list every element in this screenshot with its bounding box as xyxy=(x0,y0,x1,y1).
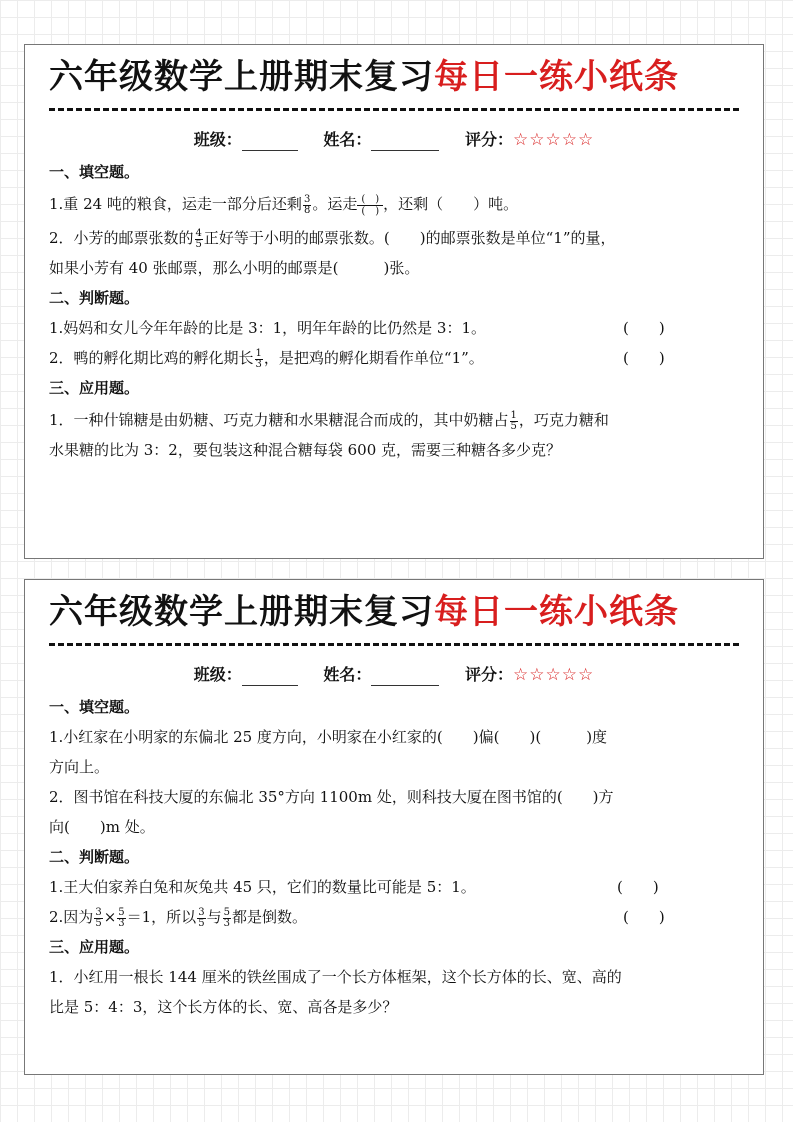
name-label: 姓名： xyxy=(323,665,372,684)
text: 与 xyxy=(206,908,222,926)
question-apply-1-cont: 水果糖的比为 3：2，要包装这种混合糖每袋 600 克，需要三种糖各多少克？ xyxy=(49,441,562,459)
name-field[interactable] xyxy=(371,665,439,686)
fraction xyxy=(223,908,231,929)
name-label: 姓名： xyxy=(323,130,372,149)
score-stars[interactable]: ☆☆☆☆☆ xyxy=(513,130,595,150)
score-label: 评分： xyxy=(464,665,513,684)
fraction-denominator: 3 xyxy=(255,358,262,370)
section-heading-judge: 二、判断题。 xyxy=(49,848,140,866)
text: 1.重 24 吨的粮食，运走一部分后还剩 xyxy=(49,195,302,213)
worksheet-card-2 xyxy=(24,579,764,1075)
question-judge-2 xyxy=(49,343,745,373)
text: 2．鸭的孵化期比鸡的孵化期长 xyxy=(49,349,254,367)
class-label: 班级： xyxy=(193,665,242,684)
question-fill-1-cont: 方向上。 xyxy=(49,758,110,776)
fraction-denominator: 3 xyxy=(118,917,125,929)
text: ，还剩（ ）吨。 xyxy=(383,195,519,213)
fraction xyxy=(117,908,125,929)
answer-parens[interactable]: ( ) xyxy=(623,908,665,926)
score-stars[interactable]: ☆☆☆☆☆ xyxy=(513,665,595,685)
blank-denominator: ( ) xyxy=(361,205,380,217)
question-apply-1: 1．小红用一根长 144 厘米的铁丝围成了一个长方体框架，这个长方体的长、宽、高的 xyxy=(49,968,622,986)
fraction-numerator: 3 xyxy=(198,906,205,918)
card-title xyxy=(49,588,679,636)
fraction xyxy=(510,411,518,432)
text: ，巧克力糖和 xyxy=(518,411,609,429)
class-label: 班级： xyxy=(193,130,242,149)
fraction-denominator: 5 xyxy=(195,238,202,250)
text: ，是把鸡的孵化期看作单位“1”。 xyxy=(263,349,484,367)
fraction-numerator: 5 xyxy=(223,906,230,918)
section-heading-apply: 三、应用题。 xyxy=(49,379,140,397)
section-heading-fill: 一、填空题。 xyxy=(49,163,140,181)
fraction-denominator: 5 xyxy=(198,917,205,929)
worksheet-card-1 xyxy=(24,44,764,559)
fraction xyxy=(195,229,203,250)
dashed-divider xyxy=(49,643,739,646)
fraction-numerator: 3 xyxy=(303,193,311,205)
question-judge-1 xyxy=(49,872,745,902)
blank-numerator: ( ) xyxy=(357,194,383,206)
fraction-denominator: 8 xyxy=(303,204,311,216)
questions xyxy=(49,692,745,1022)
question-apply-1-cont: 比是 5：4：3，这个长方体的长、宽、高各是多少？ xyxy=(49,998,398,1016)
question-apply-1 xyxy=(49,405,745,435)
fraction-numerator: 1 xyxy=(510,409,517,421)
fraction-denominator: 5 xyxy=(95,917,102,929)
student-info-row xyxy=(25,662,763,688)
fraction-numerator: 4 xyxy=(195,227,202,239)
fraction-numerator: 1 xyxy=(255,347,262,359)
answer-parens[interactable]: ( ) xyxy=(623,319,665,337)
text: 。运走 xyxy=(312,195,358,213)
student-info-row xyxy=(25,127,763,153)
section-heading-judge: 二、判断题。 xyxy=(49,289,140,307)
text: 2．小芳的邮票张数的 xyxy=(49,229,194,247)
question-fill-2-cont: 如果小芳有 40 张邮票，那么小明的邮票是( )张。 xyxy=(49,259,420,277)
fraction-denominator: 3 xyxy=(223,917,230,929)
class-field[interactable] xyxy=(242,130,298,151)
class-field[interactable] xyxy=(242,665,298,686)
answer-parens[interactable]: ( ) xyxy=(617,878,659,896)
section-heading-fill: 一、填空题。 xyxy=(49,698,140,716)
question-fill-1: 1.小红家在小明家的东偏北 25 度方向，小明家在小红家的( )偏( )( )度 xyxy=(49,728,608,746)
question-fill-2-cont: 向( )m 处。 xyxy=(49,818,155,836)
text: 1.妈妈和女儿今年年龄的比是 3：1，明年年龄的比仍然是 3：1。 xyxy=(49,319,487,337)
question-judge-1 xyxy=(49,313,745,343)
question-fill-2: 2．图书馆在科技大厦的东偏北 35°方向 1100m 处，则科技大厦在图书馆的( )方 xyxy=(49,788,614,806)
question-fill-2 xyxy=(49,223,745,253)
dashed-divider xyxy=(49,108,739,111)
text: 1．一种什锦糖是由奶糖、巧克力糖和水果糖混合而成的，其中奶糖占 xyxy=(49,411,509,429)
fraction-denominator: 5 xyxy=(510,420,517,432)
text: 2.因为 xyxy=(49,908,94,926)
fraction-numerator: 5 xyxy=(118,906,125,918)
blank-fraction[interactable] xyxy=(357,194,383,217)
title-highlight: 每日一练小纸条 xyxy=(434,592,679,632)
title-main: 六年级数学上册期末复习 xyxy=(49,592,434,632)
text: 1.王大伯家养白兔和灰兔共 45 只，它们的数量比可能是 5：1。 xyxy=(49,878,476,896)
fraction-numerator: 3 xyxy=(95,906,102,918)
question-fill-1 xyxy=(49,189,745,219)
fraction xyxy=(303,195,311,216)
fraction xyxy=(197,908,205,929)
question-judge-2 xyxy=(49,902,745,932)
score-label: 评分： xyxy=(464,130,513,149)
times-sign: × xyxy=(103,908,117,926)
card-title xyxy=(49,53,679,101)
name-field[interactable] xyxy=(371,130,439,151)
section-heading-apply: 三、应用题。 xyxy=(49,938,140,956)
questions xyxy=(49,157,745,465)
fraction xyxy=(255,349,263,370)
answer-parens[interactable]: ( ) xyxy=(623,349,665,367)
title-highlight: 每日一练小纸条 xyxy=(434,57,679,97)
text: ＝1，所以 xyxy=(126,908,197,926)
text: 都是倒数。 xyxy=(231,908,307,926)
title-main: 六年级数学上册期末复习 xyxy=(49,57,434,97)
fraction xyxy=(94,908,102,929)
text: 正好等于小明的邮票张数。( )的邮票张数是单位“1”的量， xyxy=(203,229,616,247)
